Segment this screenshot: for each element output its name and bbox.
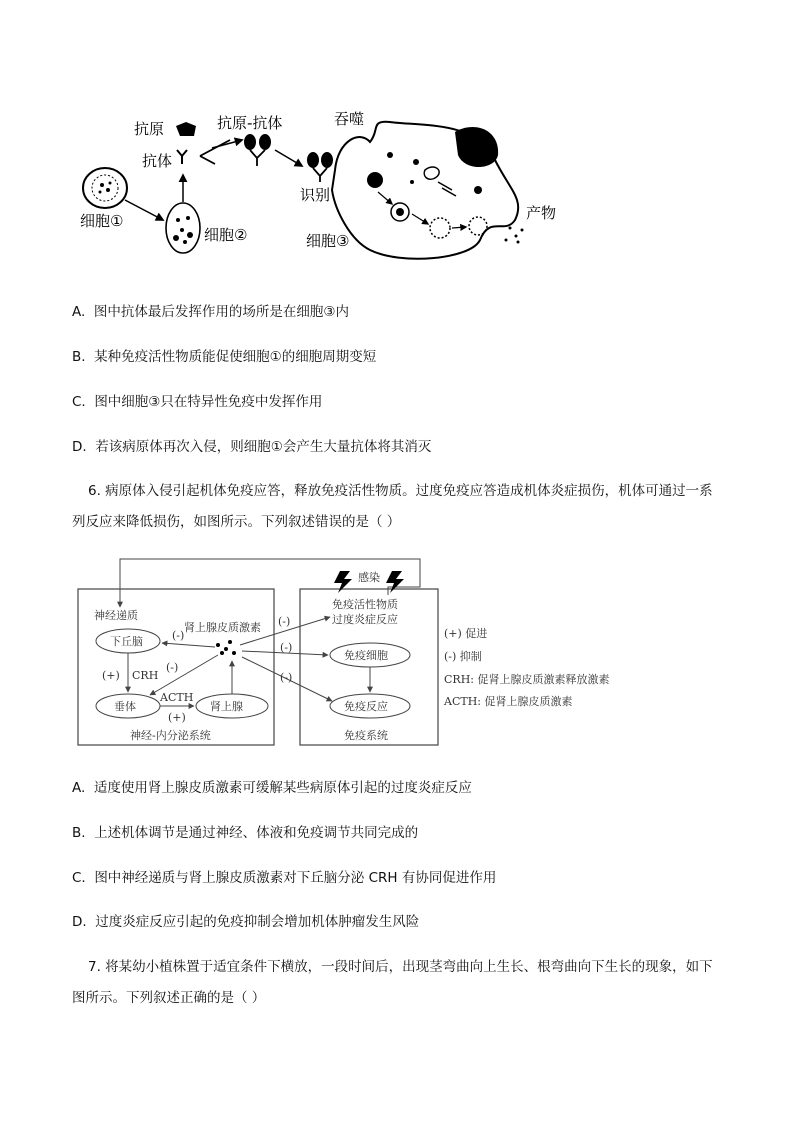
label-adrenal: 肾上腺 bbox=[210, 700, 243, 713]
option-letter: D. bbox=[72, 914, 87, 930]
cell2-drawing bbox=[166, 203, 200, 253]
option-letter: A. bbox=[72, 304, 86, 320]
immune-regulation-figure bbox=[70, 555, 650, 755]
lightning-icon bbox=[386, 571, 404, 593]
option-letter: D. bbox=[72, 439, 87, 455]
legend-item: ACTH: 促肾上腺皮质激素 bbox=[444, 695, 573, 708]
q6-stem-line2: 列反应来降低损伤，如图所示。下列叙述错误的是（ ） bbox=[72, 514, 401, 530]
cell1-drawing bbox=[83, 168, 127, 208]
label-minus: (-) bbox=[166, 661, 179, 674]
label-antigen-antibody: 抗原-抗体 bbox=[217, 114, 283, 132]
option-text: 图中神经递质与肾上腺皮质激素对下丘脑分泌 CRH 有协同促进作用 bbox=[94, 870, 497, 886]
q6-option-a bbox=[72, 779, 472, 797]
recognition-complex-icon bbox=[307, 152, 333, 182]
option-letter: A. bbox=[72, 780, 86, 796]
option-text: 图中抗体最后发挥作用的场所是在细胞③内 bbox=[93, 304, 349, 320]
label-antibody: 抗体 bbox=[142, 152, 173, 170]
antigen-antibody-complex-icon bbox=[244, 134, 271, 166]
option-text: 适度使用肾上腺皮质激素可缓解某些病原体引起的过度炎症反应 bbox=[93, 780, 472, 796]
label-cell3: 细胞③ bbox=[306, 232, 350, 250]
label-minus: (-) bbox=[278, 615, 291, 628]
label-minus: (-) bbox=[280, 671, 293, 684]
antibody-icon bbox=[177, 150, 187, 164]
label-pituitary: 垂体 bbox=[114, 700, 136, 713]
option-text: 某种免疫活性物质能促使细胞①的细胞周期变短 bbox=[94, 349, 377, 365]
label-hypothalamus: 下丘脑 bbox=[110, 635, 143, 648]
option-letter: B. bbox=[72, 349, 86, 365]
label-plus: (+) bbox=[168, 711, 186, 724]
option-text: 若该病原体再次入侵，则细胞①会产生大量抗体将其消灭 bbox=[95, 439, 432, 455]
label-minus: (-) bbox=[172, 629, 185, 642]
label-product: 产物 bbox=[526, 204, 557, 222]
antigen-icon bbox=[176, 122, 196, 136]
label-recognition: 识别 bbox=[300, 186, 331, 204]
option-text: 图中细胞③只在特异性免疫中发挥作用 bbox=[94, 394, 323, 410]
q7-stem-line2: 图所示。下列叙述正确的是（ ） bbox=[72, 990, 266, 1006]
label-acth: ACTH bbox=[160, 691, 194, 704]
label-cell1: 细胞① bbox=[80, 212, 124, 230]
label-immune-response: 免疫反应 bbox=[344, 700, 388, 713]
option-letter: C. bbox=[72, 394, 86, 410]
lightning-icon bbox=[334, 571, 352, 593]
q6-stem-line1: 6. 病原体入侵引起机体免疫应答，释放免疫活性物质。过度免疫应答造成机体炎症损伤，机体可通过一系 bbox=[88, 483, 713, 499]
q6-option-c bbox=[72, 869, 496, 887]
legend-item: (-) 抑制 bbox=[444, 650, 482, 663]
label-glucocorticoid: 肾上腺皮质激素 bbox=[184, 621, 261, 634]
label-minus: (-) bbox=[280, 641, 293, 654]
label-antigen: 抗原 bbox=[134, 120, 165, 138]
q6-option-b bbox=[72, 824, 418, 842]
label-inflammation: 过度炎症反应 bbox=[332, 613, 398, 626]
label-phagocytosis: 吞噬 bbox=[334, 110, 365, 128]
q5-option-c bbox=[72, 393, 322, 411]
option-text: 过度炎症反应引起的免疫抑制会增加机体肿瘤发生风险 bbox=[95, 914, 420, 930]
label-immune-cell: 免疫细胞 bbox=[344, 649, 388, 662]
q7-stem-line1: 7. 将某幼小植株置于适宜条件下横放，一段时间后，出现茎弯曲向上生长、根弯曲向下生长的现象，如下 bbox=[88, 959, 713, 975]
option-text: 上述机体调节是通过神经、体液和免疫调节共同完成的 bbox=[94, 825, 419, 841]
label-cell2: 细胞② bbox=[204, 226, 248, 244]
label-system2: 免疫系统 bbox=[344, 729, 388, 742]
q6-option-d bbox=[72, 913, 419, 931]
label-infection: 感染 bbox=[358, 571, 380, 584]
label-neurotransmitter: 神经递质 bbox=[94, 609, 138, 622]
label-plus: (+) bbox=[102, 669, 120, 682]
label-system1: 神经-内分泌系统 bbox=[130, 729, 211, 742]
q5-option-d bbox=[72, 438, 431, 456]
legend-item: (+) 促进 bbox=[444, 627, 488, 640]
q5-option-b bbox=[72, 348, 376, 366]
cell3-drawing bbox=[332, 122, 524, 259]
option-letter: B. bbox=[72, 825, 86, 841]
label-immune-active: 免疫活性物质 bbox=[332, 598, 398, 611]
label-crh: CRH bbox=[132, 669, 159, 682]
option-letter: C. bbox=[72, 870, 86, 886]
legend-item: CRH: 促肾上腺皮质激素释放激素 bbox=[444, 673, 610, 686]
immune-process-figure bbox=[70, 100, 590, 270]
q5-option-a bbox=[72, 303, 349, 321]
